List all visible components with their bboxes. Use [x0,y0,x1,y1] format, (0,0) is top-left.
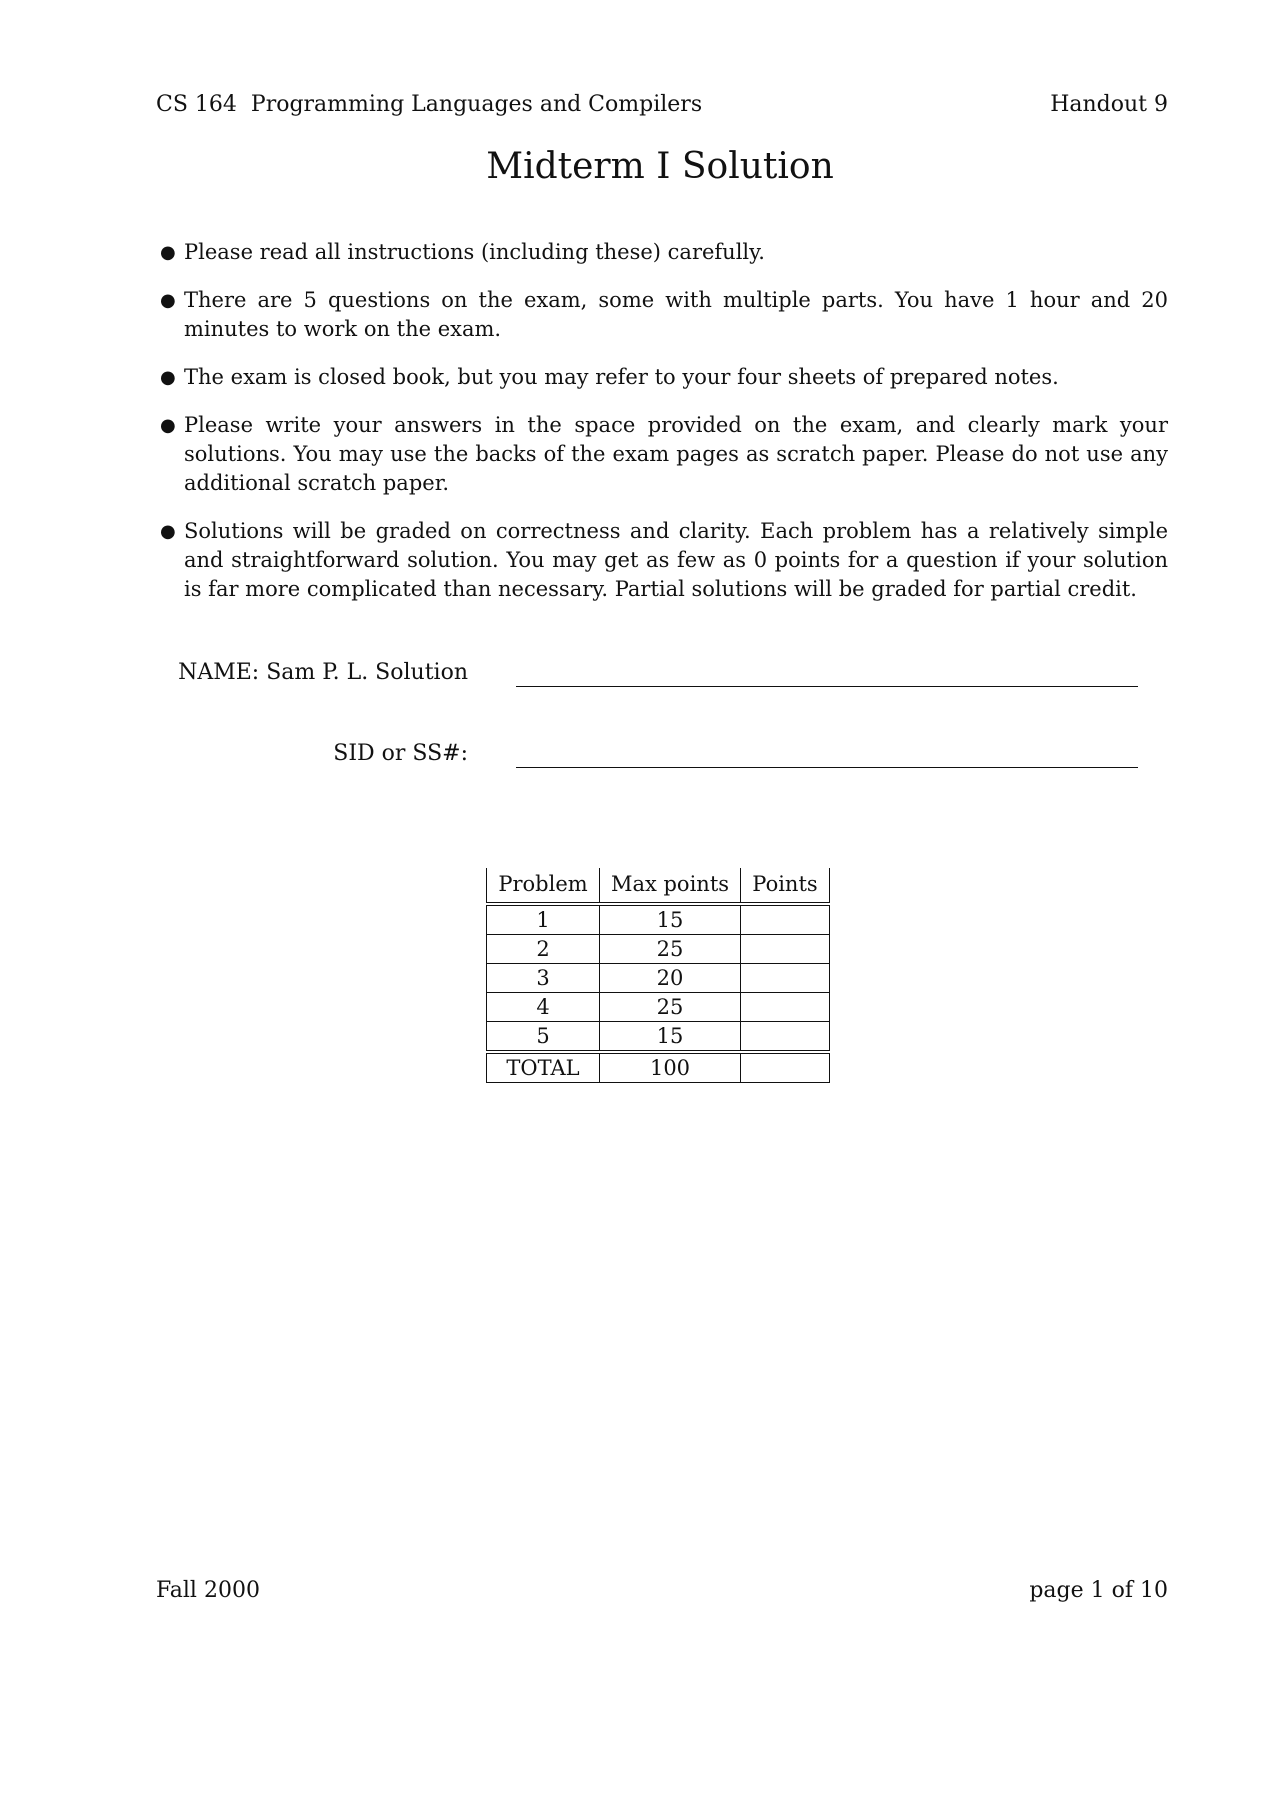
max-points: 15 [600,904,741,935]
header-max-points: Max points [600,868,741,904]
bullet-icon: ● [160,367,176,388]
bullet-icon: ● [160,521,176,542]
problem-number: 2 [487,935,600,964]
instruction-item: ● There are 5 questions on the exam, some with multiple parts. You have 1 hour and 20 minutes to work on the exam. [160,288,1168,341]
total-points-cell[interactable] [741,1052,830,1083]
total-row [487,1052,830,1083]
term-footer: Fall 2000 [156,1578,260,1603]
max-points: 20 [600,964,741,993]
instruction-item: ● The exam is closed book, but you may refer to your four sheets of prepared notes. [156,363,1168,392]
table-row [487,935,830,964]
score-table [486,868,830,1083]
points-cell[interactable] [741,1022,830,1053]
instruction-item: ● Solutions will be graded on correctness and clarity. Each problem has a relatively simple and straightforward solution. You may get as few as 0 points for a question if your solution is far more complicated than necessary. Partial solutions will be graded for partial credit. [160,519,1168,601]
instruction-item: ● Please read all instructions (including these) carefully. [156,238,1168,267]
problem-number: 1 [487,904,600,935]
sid-label: SID or SS#: [333,741,468,766]
page-title: Midterm I Solution [486,146,834,187]
course-name: Programming Languages and Compilers [250,92,703,117]
instructions-list [156,238,1168,623]
table-row [487,993,830,1022]
name-field-row [148,660,1168,690]
max-points: 15 [600,1022,741,1053]
table-row [487,1022,830,1053]
table-row [487,904,830,935]
course-header [156,92,702,117]
sid-field-row [148,741,1168,771]
bullet-icon: ● [160,290,176,311]
table-row [487,964,830,993]
total-label: TOTAL [487,1052,600,1083]
max-points: 25 [600,935,741,964]
points-cell[interactable] [741,964,830,993]
problem-number: 4 [487,993,600,1022]
problem-number: 3 [487,964,600,993]
problem-number: 5 [487,1022,600,1053]
name-label: NAME: Sam P. L. Solution [178,660,468,685]
score-table-header [487,868,830,904]
total-max-points: 100 [600,1052,741,1083]
points-cell[interactable] [741,904,830,935]
bullet-icon: ● [160,242,176,263]
points-cell[interactable] [741,935,830,964]
header-points: Points [741,868,830,904]
header-problem: Problem [487,868,600,904]
instruction-item: ● Please write your answers in the space provided on the exam, and clearly mark your solutions. You may use the backs of the exam pages as scratch paper. Please do not use any additional scratch paper. [160,413,1168,495]
max-points: 25 [600,993,741,1022]
name-input-line[interactable] [516,686,1138,687]
sid-input-line[interactable] [516,767,1138,768]
course-code: CS 164 [156,92,237,117]
bullet-icon: ● [160,415,176,436]
page-number: page 1 of 10 [1029,1578,1168,1603]
points-cell[interactable] [741,993,830,1022]
handout-number: Handout 9 [1050,92,1168,117]
